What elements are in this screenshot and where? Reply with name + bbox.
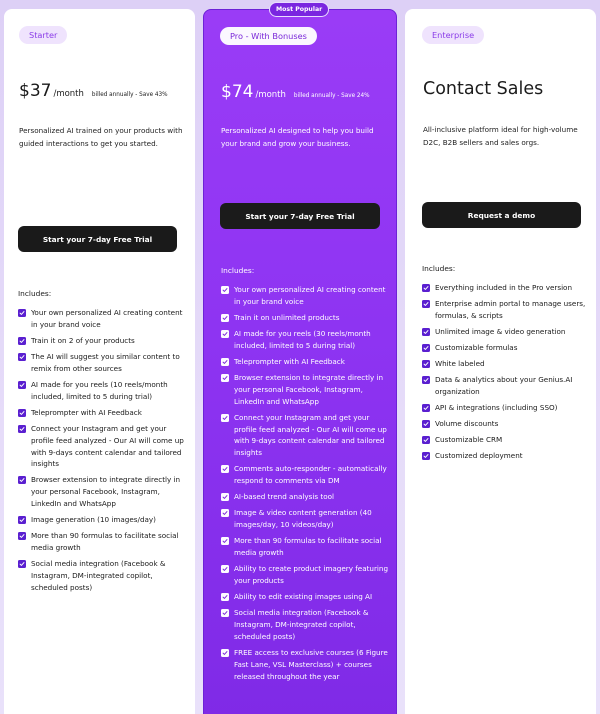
feature-item [422, 326, 594, 338]
checkbox-checked-icon [221, 593, 229, 601]
feature-text: Train it on unlimited products [234, 312, 340, 322]
feature-text: Social media integration (Facebook & Instagram, DM-integrated copilot, scheduled posts) [234, 607, 369, 641]
feature-item [221, 312, 393, 324]
feature-text: FREE access to exclusive courses (6 Figure Fast Lane, VSL Masterclass) + courses released throughout the year [234, 647, 388, 681]
checkbox-checked-icon [221, 286, 229, 294]
feature-text: Comments auto-responder - automatically respond to comments via DM [234, 464, 387, 486]
feature-item [18, 335, 188, 347]
feature-item [422, 450, 594, 462]
feature-text: The AI will suggest you similar content to remix from other sources [31, 351, 180, 373]
feature-item [221, 372, 393, 408]
feature-text: White labeled [435, 358, 485, 368]
checkbox-checked-icon [18, 337, 26, 345]
checkbox-checked-icon [422, 284, 430, 292]
feature-item [221, 591, 393, 603]
checkbox-checked-icon [221, 330, 229, 338]
feature-item [18, 530, 188, 554]
checkbox-checked-icon [221, 465, 229, 473]
feature-item [221, 563, 393, 587]
checkbox-checked-icon [18, 381, 26, 389]
feature-item [221, 284, 393, 308]
feature-text: Train it on 2 of your products [31, 335, 135, 345]
checkbox-checked-icon [18, 532, 26, 540]
feature-text: Connect your Instagram and get your profile feed analyzed - Our AI will come up with 9-days content calendar and tailored insights [31, 423, 184, 469]
price-period: /month [53, 89, 84, 99]
feature-text: Connect your Instagram and get your profile feed analyzed - Our AI will come up with 9-days content calendar and tailored insights [234, 412, 387, 458]
feature-text: Customized deployment [435, 450, 523, 460]
feature-item [18, 514, 188, 526]
start-trial-button-starter[interactable]: Start your 7-day Free Trial [18, 226, 177, 252]
feature-text: Browser extension to integrate directly in your personal Facebook, Instagram, LinkedIn and WhatsApp [31, 475, 181, 509]
checkbox-checked-icon [18, 409, 26, 417]
checkbox-checked-icon [221, 649, 229, 657]
price-pro [221, 82, 370, 102]
feature-text: AI made for you reels (30 reels/month included, limited to 5 during trial) [234, 328, 371, 350]
feature-text: More than 90 formulas to facilitate social media growth [31, 531, 179, 553]
checkbox-checked-icon [221, 493, 229, 501]
feature-text: Everything included in the Pro version [435, 283, 573, 292]
feature-text: Image generation (10 images/day) [31, 515, 156, 525]
checkbox-checked-icon [422, 436, 430, 444]
price-amount: $37 [19, 81, 52, 101]
feature-text: Teleprompter with AI Feedback [234, 356, 345, 366]
checkbox-checked-icon [221, 537, 229, 545]
plan-card-starter [4, 9, 195, 714]
feature-text: Enterprise admin portal to manage users, formulas, & scripts [435, 299, 586, 320]
feature-list-pro [221, 284, 393, 687]
includes-heading: Includes: [18, 289, 52, 298]
feature-text: Volume discounts [435, 418, 499, 428]
feature-item [18, 558, 188, 594]
feature-text: Your own personalized AI creating content in your brand voice [31, 308, 183, 329]
checkbox-checked-icon [422, 404, 430, 412]
checkbox-checked-icon [221, 358, 229, 366]
feature-text: Image & video content generation (40 images/day, 10 videos/day) [234, 508, 372, 530]
plan-badge-pro: Pro - With Bonuses [220, 27, 317, 45]
feature-text: API & integrations (including SSO) [435, 402, 558, 412]
feature-text: Data & analytics about your Genius.AI organization [435, 374, 573, 396]
plan-description-starter: Personalized AI trained on your products with guided interactions to get you started. [19, 126, 183, 148]
feature-text: More than 90 formulas to facilitate social media growth [234, 536, 382, 558]
feature-text: Browser extension to integrate directly in your personal Facebook, Instagram, LinkedIn and WhatsApp [234, 372, 384, 406]
checkbox-checked-icon [18, 353, 26, 361]
price-amount: $74 [221, 82, 254, 102]
billing-note: billed annually - Save 24% [293, 93, 370, 99]
feature-item [422, 418, 594, 430]
most-popular-badge: Most Popular [269, 2, 329, 17]
request-demo-button[interactable]: Request a demo [422, 202, 581, 228]
feature-text: AI-based trend analysis tool [234, 492, 335, 502]
feature-item [18, 351, 188, 375]
feature-item [18, 307, 188, 331]
feature-item [221, 412, 393, 460]
feature-text: Teleprompter with AI Feedback [31, 407, 142, 417]
checkbox-checked-icon [422, 420, 430, 428]
checkbox-checked-icon [18, 309, 26, 317]
feature-text: Ability to edit existing images using AI [234, 591, 373, 601]
price-starter [19, 81, 168, 101]
checkbox-checked-icon [221, 509, 229, 517]
feature-item [422, 358, 594, 370]
feature-text: Customizable formulas [435, 342, 518, 352]
plan-badge-starter: Starter [19, 26, 67, 44]
feature-text: Unlimited image & video generation [435, 326, 566, 336]
checkbox-checked-icon [422, 344, 430, 352]
contact-sales-title: Contact Sales [423, 79, 544, 99]
feature-text: AI made for you reels (10 reels/month included, limited to 5 during trial) [31, 379, 168, 401]
feature-item [221, 463, 393, 487]
feature-item [221, 607, 393, 643]
checkbox-checked-icon [18, 516, 26, 524]
checkbox-checked-icon [221, 414, 229, 422]
feature-item [422, 282, 594, 294]
checkbox-checked-icon [422, 300, 430, 308]
feature-text: Ability to create product imagery featuring your products [234, 564, 389, 585]
feature-item [422, 298, 594, 322]
plan-description-pro: Personalized AI designed to help you build your brand and grow your business. [221, 126, 374, 148]
feature-item [18, 474, 188, 510]
feature-text: Your own personalized AI creating content in your brand voice [234, 285, 386, 306]
plan-description-enterprise: All-inclusive platform ideal for high-volume D2C, B2B sellers and sales orgs. [423, 125, 578, 147]
includes-heading: Includes: [422, 264, 456, 273]
feature-item [18, 407, 188, 419]
start-trial-button-pro[interactable]: Start your 7-day Free Trial [220, 203, 380, 229]
feature-item [18, 379, 188, 403]
checkbox-checked-icon [422, 360, 430, 368]
feature-item [221, 647, 393, 683]
feature-item [422, 402, 594, 414]
plan-badge-enterprise: Enterprise [422, 26, 484, 44]
feature-item [18, 423, 188, 471]
feature-item [422, 434, 594, 446]
checkbox-checked-icon [221, 609, 229, 617]
feature-text: Customizable CRM [435, 434, 503, 444]
checkbox-checked-icon [221, 314, 229, 322]
feature-item [221, 328, 393, 352]
billing-note: billed annually - Save 43% [91, 92, 168, 98]
feature-item [221, 535, 393, 559]
feature-text: Social media integration (Facebook & Instagram, DM-integrated copilot, scheduled posts) [31, 559, 166, 592]
checkbox-checked-icon [18, 425, 26, 433]
checkbox-checked-icon [422, 376, 430, 384]
feature-item [221, 356, 393, 368]
plan-card-enterprise [405, 9, 596, 714]
checkbox-checked-icon [221, 565, 229, 573]
feature-list-starter [18, 307, 188, 598]
feature-list-enterprise [422, 282, 594, 466]
feature-item [221, 491, 393, 503]
checkbox-checked-icon [422, 452, 430, 460]
checkbox-checked-icon [221, 374, 229, 382]
feature-item [221, 507, 393, 531]
plan-card-pro [203, 6, 397, 714]
checkbox-checked-icon [18, 476, 26, 484]
checkbox-checked-icon [18, 560, 26, 568]
checkbox-checked-icon [422, 328, 430, 336]
feature-item [422, 374, 594, 398]
includes-heading: Includes: [221, 266, 255, 275]
feature-item [422, 342, 594, 354]
price-period: /month [255, 90, 286, 100]
